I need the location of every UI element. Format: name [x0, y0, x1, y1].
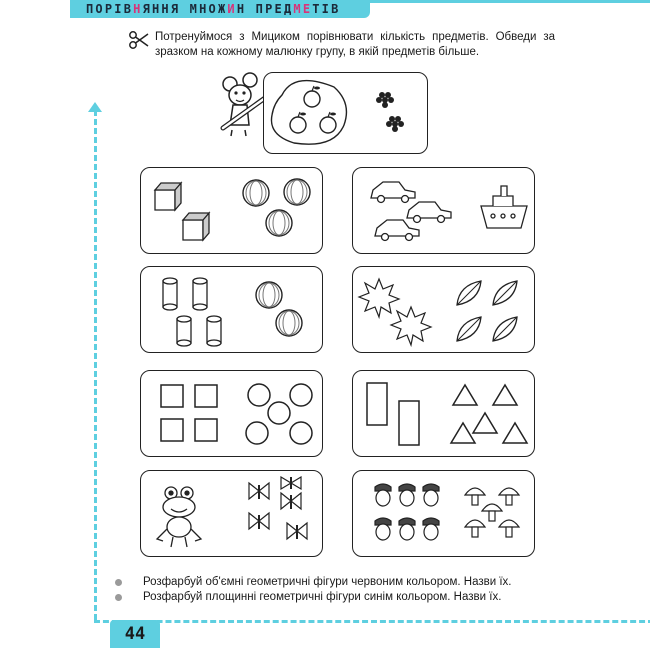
triangle-shape [451, 423, 475, 443]
maple-leaf-icon [359, 279, 399, 317]
instruction-paragraph: Потренуймося з Мициком порівнювати кількість предметів. Обведи за зразком на кожному малюнку групу, в якій предметів більше. [155, 31, 555, 58]
task-item [115, 575, 512, 590]
apple-icon [290, 112, 306, 133]
ball-icon [284, 179, 310, 205]
exercise-rectangles-triangles [352, 370, 535, 457]
raspberry-icon [386, 116, 404, 132]
sample-drawing [264, 73, 426, 151]
circle-shape [290, 422, 312, 444]
butterfly-icon [249, 513, 269, 529]
car-icon [375, 220, 419, 241]
title-segment: ТІВ [312, 2, 341, 16]
exercise-cubes-balls [140, 167, 323, 254]
mushroom-icon [465, 488, 485, 505]
title-segment: ПОРІВ [86, 2, 134, 16]
triangle-shape [473, 413, 497, 433]
triangle-shape [503, 423, 527, 443]
circle-shape [290, 384, 312, 406]
bullet-icon [115, 579, 122, 586]
acorn-icon [423, 484, 439, 506]
exercise-cylinders-balls [140, 266, 323, 353]
exercise-cars-ship [352, 167, 535, 254]
triangle-shape [453, 385, 477, 405]
page-number: 44 [110, 620, 160, 648]
leaf-icon [493, 317, 517, 341]
dashed-bottom-line [94, 620, 650, 623]
ball-icon [276, 310, 302, 336]
exercise-frog-butterflies [140, 470, 323, 557]
rectangle-shape [367, 383, 387, 425]
leaf-icon [457, 317, 481, 341]
exercise-maple-leaves [352, 266, 535, 353]
square-shape [195, 385, 217, 407]
car-icon [407, 202, 451, 223]
task-text: Розфарбуй об'ємні геометричні фігури червоним кольором. Назви їх. [143, 576, 512, 588]
butterfly-icon [287, 523, 307, 539]
title-segment: ЯННЯ МНОЖ [142, 2, 228, 16]
title-segment: Н ПРЕД [236, 2, 294, 16]
dashed-arrow-line [94, 110, 97, 620]
page-title [70, 0, 370, 18]
square-shape [161, 419, 183, 441]
butterfly-icon [249, 483, 269, 499]
apple-icon [320, 112, 336, 133]
exercise-acorns-mushrooms [352, 470, 535, 557]
ball-icon [243, 180, 269, 206]
circle-shape [248, 384, 270, 406]
acorn-icon [423, 518, 439, 540]
cube-icon [155, 183, 181, 210]
leaf-icon [457, 281, 481, 305]
ball-icon [266, 210, 292, 236]
frog-icon [157, 487, 201, 547]
acorn-icon [399, 484, 415, 506]
exercise-squares-circles [140, 370, 323, 457]
cylinder-icon [163, 278, 177, 310]
cube-icon [183, 213, 209, 240]
task-text: Розфарбуй площинні геометричні фігури синім кольором. Назви їх. [143, 591, 502, 603]
car-icon [371, 182, 415, 203]
scissors-pencil-icon [128, 30, 150, 50]
acorn-icon [399, 518, 415, 540]
acorn-icon [375, 484, 391, 506]
square-shape [195, 419, 217, 441]
mushroom-icon [499, 520, 519, 537]
ship-icon [481, 186, 527, 228]
mushroom-icon [482, 504, 502, 521]
instruction-text [155, 30, 555, 60]
ball-icon [256, 282, 282, 308]
cylinder-icon [207, 316, 221, 346]
mushroom-icon [465, 520, 485, 537]
title-highlight-letters: Н [133, 2, 143, 16]
cylinder-icon [193, 278, 207, 310]
arrow-up-icon [88, 102, 102, 112]
task-list [115, 575, 512, 605]
leaf-icon [493, 281, 517, 305]
mushroom-icon [499, 488, 519, 505]
title-highlight-letters: МЕ [293, 2, 313, 16]
circle-shape [246, 422, 268, 444]
title-highlight-letters: И [227, 2, 237, 16]
butterfly-icon [281, 477, 301, 489]
triangle-shape [493, 385, 517, 405]
maple-leaf-icon [391, 307, 431, 345]
square-shape [161, 385, 183, 407]
raspberry-icon [376, 92, 394, 108]
bullet-icon [115, 594, 122, 601]
acorn-icon [375, 518, 391, 540]
task-item [115, 590, 512, 605]
apple-icon [304, 86, 320, 107]
sample-frame [263, 72, 428, 154]
circle-shape [268, 402, 290, 424]
rectangle-shape [399, 401, 419, 445]
cylinder-icon [177, 316, 191, 346]
butterfly-icon [281, 493, 301, 509]
